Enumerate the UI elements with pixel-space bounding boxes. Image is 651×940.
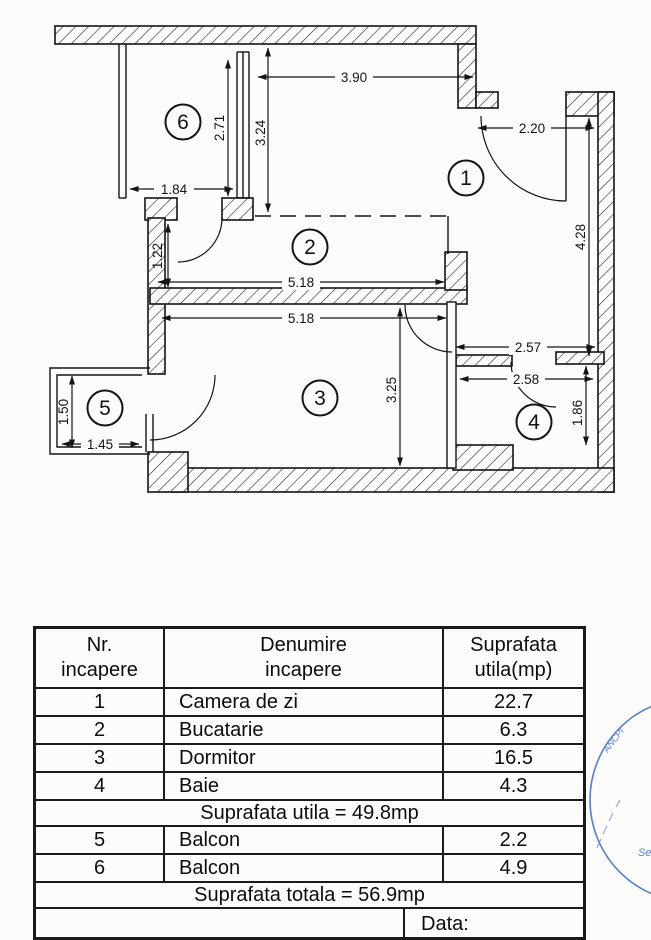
room-name-cell: Balcon: [164, 854, 443, 882]
wall-room6-jamb: [222, 198, 253, 220]
room-marker-5: [88, 391, 123, 426]
wall-bottom: [172, 468, 614, 492]
dim-325: 3.25: [384, 376, 399, 404]
summary-utila-row: [35, 800, 585, 826]
room-area-cell: 6.3: [443, 716, 585, 744]
table-row: [35, 744, 585, 772]
summary-totala-row: [35, 882, 585, 908]
wall-bath-top-right: [556, 352, 604, 364]
dim-186: 1.86: [570, 399, 585, 427]
door-arcs: [150, 116, 566, 440]
date-label: Data:: [421, 913, 469, 935]
room-number-cell: 4: [35, 772, 165, 800]
room-marker-2: [293, 230, 328, 265]
header-nr-line1: Nr.: [86, 634, 113, 656]
dim-258: 2.58: [512, 372, 540, 387]
room-area-cell: 4.3: [443, 772, 585, 800]
footer-cell: [35, 908, 585, 939]
dim-184: 1.84: [160, 182, 188, 197]
room-number-cell: 6: [35, 854, 165, 882]
wall-corner-block: [145, 198, 177, 220]
footer-row: [35, 908, 585, 939]
dim-518-kitchen: 5.18: [287, 275, 315, 290]
header-nr: [35, 628, 165, 689]
dim-390: 3.90: [340, 70, 368, 85]
room-number-cell: 1: [35, 688, 165, 716]
header-denumire-line2: incapere: [265, 659, 342, 681]
room-name-cell: Balcon: [164, 826, 443, 854]
room-number-2: 2: [304, 236, 316, 259]
header-denumire: [164, 628, 443, 689]
header-suprafata: [443, 628, 585, 689]
summary-totala-text: Suprafata totala = 56.9mp: [35, 882, 585, 908]
room-number-cell: 3: [35, 744, 165, 772]
table-row: [35, 854, 585, 882]
wall-right: [598, 92, 614, 492]
dim-271: 2.71: [212, 114, 227, 142]
table-row: [35, 716, 585, 744]
room-area-cell: 16.5: [443, 744, 585, 772]
dim-122: 1.22: [150, 242, 165, 270]
room-number-1: 1: [460, 167, 472, 190]
ancpi-stamp: [590, 698, 651, 901]
dim-150: 1.50: [56, 398, 71, 426]
room-name-cell: Camera de zi: [164, 688, 443, 716]
dim-145: 1.45: [86, 437, 114, 452]
door-arc-bedroom: [405, 305, 452, 352]
header-denumire-line1: Denumire: [260, 634, 347, 656]
room-number-4: 4: [528, 411, 540, 434]
wall-entry-jamb: [458, 44, 476, 108]
header-nr-line2: incapere: [61, 659, 138, 681]
room-number-5: 5: [99, 397, 111, 420]
room-marker-4: [517, 405, 552, 440]
dim-220: 2.20: [518, 121, 546, 136]
room-area-cell: 4.9: [443, 854, 585, 882]
header-suprafata-line1: Suprafata: [470, 634, 557, 656]
wall-kitchen-bedroom: [150, 288, 467, 304]
table-row: [35, 688, 585, 716]
dim-257: 2.57: [514, 340, 542, 355]
bedroom-right-thin-wall: [447, 302, 456, 468]
wall-top: [55, 26, 476, 44]
room-number-cell: 5: [35, 826, 165, 854]
room-number-6: 6: [177, 111, 189, 134]
dim-428: 4.28: [573, 223, 588, 251]
room-number-3: 3: [314, 387, 326, 410]
wall-entry-foot: [476, 92, 498, 108]
room-name-cell: Bucatarie: [164, 716, 443, 744]
footer-empty-cell: [36, 909, 405, 937]
dim-324: 3.24: [253, 119, 268, 147]
stamp-se-text: Se: [638, 847, 651, 859]
table-header-row: [35, 628, 585, 689]
stamp-illegible-text: [597, 800, 620, 848]
table-row: [35, 772, 585, 800]
wall-kitchen-end: [445, 252, 467, 290]
room-number-cell: 2: [35, 716, 165, 744]
door-arc-balcony6: [178, 218, 222, 262]
door-arc-balcony5: [150, 375, 215, 440]
room-marker-6: [166, 105, 201, 140]
dim-518-bedroom: 5.18: [287, 311, 315, 326]
room-marker-3: [303, 381, 338, 416]
summary-utila-text: Suprafata utila = 49.8mp: [35, 800, 585, 826]
room-marker-1: [449, 161, 484, 196]
areas-table: [33, 626, 586, 940]
room-name-cell: Baie: [164, 772, 443, 800]
wall-bottom-left-step: [148, 452, 188, 492]
room-area-cell: 2.2: [443, 826, 585, 854]
wall-bath-top-left: [456, 355, 512, 366]
stamp-agency-text: ANCPI: [601, 726, 627, 755]
room-name-cell: Dormitor: [164, 744, 443, 772]
wall-bath-step: [453, 445, 513, 470]
header-suprafata-line2: utila(mp): [474, 659, 553, 681]
room-area-cell: 22.7: [443, 688, 585, 716]
table-row: [35, 826, 585, 854]
